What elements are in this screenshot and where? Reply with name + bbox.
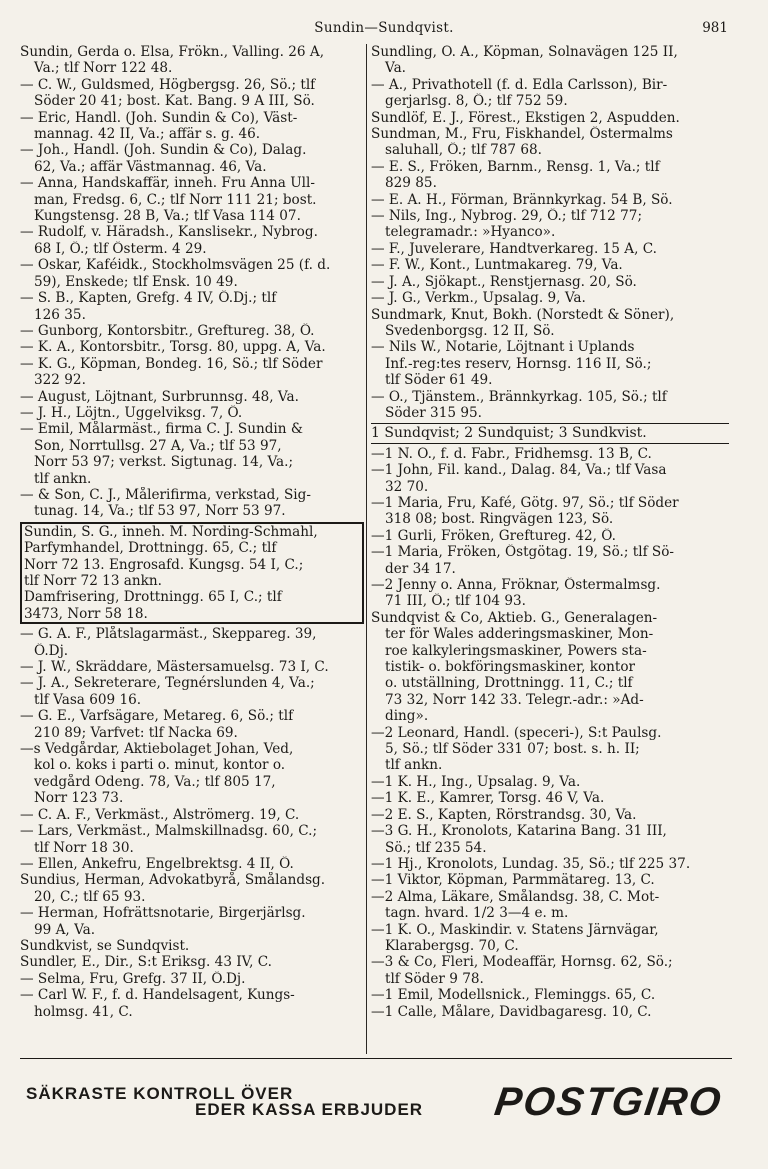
directory-line: mannag. 42 II, Va.; affär s. g. 46. [34, 126, 261, 143]
directory-line: tlf Norr 18 30. [34, 839, 134, 856]
directory-line: Parfymhandel, Drottningg. 65, C.; tlf [24, 540, 277, 557]
sundqvist-subheading: 1 Sundqvist; 2 Sundquist; 3 Sundkvist. [371, 423, 729, 443]
directory-line: — G. E., Varfsägare, Metareg. 6, Sö.; tlf [20, 708, 294, 725]
directory-line: 322 92. [34, 372, 86, 389]
directory-line: tagn. hvard. 1/2 3—4 e. m. [385, 905, 569, 922]
directory-line: Svedenborgsg. 12 II, Sö. [385, 322, 555, 339]
postgiro-advertisement [20, 1062, 732, 1122]
directory-line: telegramadr.: »Hyanco». [385, 224, 556, 241]
boxed-advertisement-entry [20, 522, 364, 624]
right-column [371, 44, 729, 1020]
directory-line: Sundius, Herman, Advokatbyrå, Smålandsg. [20, 872, 326, 889]
directory-line: —2 Jenny o. Anna, Fröknar, Östermalmsg. [371, 577, 661, 593]
directory-line: Sundler, E., Dir., S:t Eriksg. 43 IV, C. [20, 954, 272, 971]
directory-line: Norr 53 97; verkst. Sigtunag. 14, Va.; [34, 454, 294, 471]
directory-line: Klarabergsg. 70, C. [385, 937, 519, 954]
directory-line: 126 35. [34, 306, 86, 323]
directory-line: —1 Maria, Fröken, Östgötag. 19, Sö.; tlf Sö- [371, 544, 675, 561]
directory-line: tlf Vasa 609 16. [34, 691, 142, 708]
directory-line: Inf.-reg:tes reserv, Hornsg. 116 II, Sö.; [385, 355, 652, 372]
directory-line: tistik- o. bokföringsmaskiner, kontor [385, 659, 636, 676]
directory-line: 73 32, Norr 142 33. Telegr.-adr.: »Ad- [385, 691, 644, 708]
running-title: Sundin—Sundqvist. [314, 20, 454, 36]
directory-line: 20, C.; tlf 65 93. [34, 888, 146, 905]
directory-line: — J. A., Sekreterare, Tegnérslunden 4, Va.; [20, 675, 315, 692]
directory-line: Sundin, Gerda o. Elsa, Frökn., Valling. 26 A, [20, 44, 325, 60]
directory-line: 5, Sö.; tlf Söder 331 07; bost. s. h. II; [385, 741, 640, 758]
directory-line: der 34 17. [385, 560, 456, 577]
directory-line: — Eric, Handl. (Joh. Sundin & Co), Väst- [20, 109, 298, 126]
directory-line: Va. [385, 60, 406, 77]
directory-line: — Rudolf, v. Häradsh., Kanslisekr., Nybrog. [20, 224, 318, 241]
directory-line: 210 89; Varfvet: tlf Nacka 69. [34, 724, 238, 741]
directory-line: —s Vedgårdar, Aktiebolaget Johan, Ved, [20, 741, 294, 758]
directory-line: — Emil, Målarmäst., firma C. J. Sundin & [20, 421, 303, 438]
directory-line: 71 III, Ö.; tlf 104 93. [385, 593, 526, 610]
directory-line: — E. A. H., Förman, Brännkyrkag. 54 B, Sö. [371, 191, 673, 208]
directory-line: Son, Norrtullsg. 27 A, Va.; tlf 53 97, [34, 437, 282, 454]
directory-line: —1 Emil, Modellsnick., Fleminggs. 65, C. [371, 987, 656, 1004]
directory-line: — Nils W., Notarie, Löjtnant i Uplands [371, 339, 635, 356]
directory-line: — E. S., Fröken, Barnm., Rensg. 1, Va.; tlf [371, 158, 660, 175]
directory-line: Va.; tlf Norr 122 48. [34, 60, 173, 77]
right-entries [371, 44, 729, 421]
directory-line: kol o. koks i parti o. minut, kontor o. [34, 757, 286, 774]
directory-line: — J. W., Skräddare, Mästersamuelsg. 73 I, C. [20, 659, 329, 676]
directory-line: —1 Gurli, Fröken, Greftureg. 42, Ö. [371, 527, 616, 544]
directory-line: tlf ankn. [385, 757, 443, 774]
directory-line: —2 Alma, Läkare, Smålandsg. 38, C. Mot- [371, 888, 660, 905]
directory-line: — Anna, Handskaffär, inneh. Fru Anna Ull- [20, 175, 315, 192]
directory-line: tunag. 14, Va.; tlf 53 97, Norr 53 97. [34, 503, 286, 520]
directory-line: 99 A, Va. [34, 921, 96, 938]
ad-line-2: EDER KASSA ERBJUDER [195, 1100, 424, 1119]
directory-line: — Lars, Verkmäst., Malmskillnadsg. 60, C.; [20, 823, 318, 840]
directory-line: Sundkvist, se Sundqvist. [20, 937, 190, 954]
directory-line: Norr 123 73. [34, 790, 124, 807]
directory-line: Sö.; tlf 235 54. [385, 839, 487, 856]
postgiro-logo: POSTGIRO [491, 1080, 726, 1124]
directory-line: —1 John, Fil. kand., Dalag. 84, Va.; tlf Vasa [371, 462, 667, 479]
ad-line-1: SÄKRASTE KONTROLL ÖVER [26, 1084, 294, 1103]
directory-line: — J. G., Verkm., Upsalag. 9, Va. [371, 290, 586, 307]
directory-line: tlf ankn. [34, 470, 92, 487]
directory-line: 68 I, Ö.; tlf Österm. 4 29. [34, 240, 207, 257]
directory-line: 829 85. [385, 175, 437, 192]
right-entries-continued [371, 446, 729, 1020]
directory-line: — J. A., Sjökapt., Renstjernasg. 20, Sö. [371, 273, 637, 290]
page-number: 981 [702, 20, 728, 36]
directory-line: Sundlöf, E. J., Förest., Ekstigen 2, Aspudden. [371, 109, 680, 126]
directory-line: — C. W., Guldsmed, Högbergsg. 26, Sö.; tlf [20, 76, 316, 93]
directory-line: tlf Söder 9 78. [385, 970, 484, 987]
directory-line: — Herman, Hofrättsnotarie, Birgerjärlsg. [20, 905, 306, 922]
directory-line: vedgård Odeng. 78, Va.; tlf 805 17, [34, 773, 276, 790]
directory-line: Ö.Dj. [34, 642, 69, 659]
left-column [20, 44, 368, 1020]
directory-line: — S. B., Kapten, Grefg. 4 IV, Ö.Dj.; tlf [20, 290, 277, 307]
directory-line: ter för Wales adderingsmaskiner, Mon- [385, 626, 654, 643]
directory-line: holmsg. 41, C. [34, 1003, 133, 1020]
directory-line: — C. A. F., Verkmäst., Alströmerg. 19, C. [20, 806, 300, 823]
directory-line: —1 K. O., Maskindir. v. Statens Järnvägar, [371, 921, 659, 938]
directory-line: ding». [385, 708, 429, 725]
directory-line: tlf Söder 61 49. [385, 372, 493, 389]
directory-line: o. utställning, Drottningg. 11, C.; tlf [385, 675, 633, 692]
directory-line: roe kalkyleringsmaskiner, Powers sta- [385, 642, 647, 659]
directory-line: — Gunborg, Kontorsbitr., Greftureg. 38, Ö. [20, 322, 315, 339]
directory-line: —2 Leonard, Handl. (speceri-), S:t Paulsg. [371, 724, 662, 741]
directory-line: — Joh., Handl. (Joh. Sundin & Co), Dalag. [20, 142, 307, 159]
directory-line: 32 70. [385, 478, 429, 495]
left-entries-continued [20, 626, 368, 1020]
directory-line: Sundmark, Knut, Bokh. (Norstedt & Söner), [371, 306, 675, 323]
directory-line: Sundin, S. G., inneh. M. Nording-Schmahl, [24, 523, 318, 540]
directory-line: 59), Enskede; tlf Ensk. 10 49. [34, 273, 238, 290]
directory-line: — K. G., Köpman, Bondeg. 16, Sö.; tlf Söder [20, 355, 323, 372]
directory-line: —1 Viktor, Köpman, Parmmätareg. 13, C. [371, 872, 655, 889]
directory-line: 62, Va.; affär Västmannag. 46, Va. [34, 158, 267, 175]
directory-line: Sundling, O. A., Köpman, Solnavägen 125 II, [371, 44, 678, 60]
directory-line: — F. W., Kont., Luntmakareg. 79, Va. [371, 257, 623, 274]
directory-line: — Ellen, Ankefru, Engelbrektsg. 4 II, Ö. [20, 855, 294, 872]
directory-line: — & Son, C. J., Målerifirma, verkstad, Sig- [20, 486, 311, 503]
directory-line: 318 08; bost. Ringvägen 123, Sö. [385, 511, 614, 528]
directory-line: — Selma, Fru, Grefg. 37 II, Ö.Dj. [20, 970, 246, 987]
left-entries [20, 44, 368, 520]
directory-line: — Carl W. F., f. d. Handelsagent, Kungs- [20, 987, 295, 1004]
directory-line: — August, Löjtnant, Surbrunnsg. 48, Va. [20, 388, 299, 405]
directory-line: Norr 72 13. Engrosafd. Kungsg. 54 I, C.; [24, 556, 304, 573]
directory-line: man, Fredsg. 6, C.; tlf Norr 111 21; bost. [34, 191, 317, 208]
directory-line: Sundman, M., Fru, Fiskhandel, Östermalms [371, 126, 673, 143]
directory-line: —1 K. H., Ing., Upsalag. 9, Va. [371, 773, 581, 790]
directory-line: Kungstensg. 28 B, Va.; tlf Vasa 114 07. [34, 208, 301, 225]
directory-line: — O., Tjänstem., Brännkyrkag. 105, Sö.; tlf [371, 388, 667, 405]
directory-line: saluhall, Ö.; tlf 787 68. [385, 142, 542, 159]
directory-line: —1 N. O., f. d. Fabr., Fridhemsg. 13 B, C. [371, 445, 652, 462]
directory-line: Söder 315 95. [385, 404, 482, 421]
directory-line: —1 Hj., Kronolots, Lundag. 35, Sö.; tlf 225 37. [371, 855, 691, 872]
directory-line: gerjarlsg. 8, Ö.; tlf 752 59. [385, 93, 568, 110]
footer-rule [20, 1058, 732, 1059]
directory-line: Sundqvist & Co, Aktieb. G., Generalagen- [371, 609, 658, 626]
directory-line: Söder 20 41; bost. Kat. Bang. 9 A III, Sö. [34, 93, 315, 110]
directory-line: —1 K. E., Kamrer, Torsg. 46 V, Va. [371, 790, 605, 807]
directory-line: — F., Juvelerare, Handtverkareg. 15 A, C. [371, 240, 657, 257]
directory-line: — Nils, Ing., Nybrog. 29, Ö.; tlf 712 77; [371, 208, 643, 225]
directory-line: — G. A. F., Plåtslagarmäst., Skeppareg. 39, [20, 626, 317, 643]
directory-line: — A., Privathotell (f. d. Edla Carlsson), Bir- [371, 76, 668, 93]
directory-line: —3 & Co, Fleri, Modeaffär, Hornsg. 62, Sö.; [371, 954, 673, 971]
directory-line: —1 Calle, Målare, Davidbagaresg. 10, C. [371, 1003, 652, 1020]
directory-line: —1 Maria, Fru, Kafé, Götg. 97, Sö.; tlf Söder [371, 494, 679, 511]
directory-line: tlf Norr 72 13 ankn. [24, 573, 162, 589]
directory-line: —3 G. H., Kronolots, Katarina Bang. 31 III, [371, 823, 667, 840]
directory-line: — J. H., Löjtn., Uggelviksg. 7, Ö. [20, 404, 243, 421]
page-header [0, 20, 768, 40]
directory-line: — Oskar, Kaféidk., Stockholmsvägen 25 (f. d. [20, 257, 331, 274]
directory-line: —2 E. S., Kapten, Rörstrandsg. 30, Va. [371, 806, 637, 823]
directory-line: Damfrisering, Drottningg. 65 I, C.; tlf [24, 589, 282, 606]
directory-line: — K. A., Kontorsbitr., Torsg. 80, uppg. A, Va. [20, 339, 326, 356]
directory-line: 3473, Norr 58 18. [24, 605, 148, 622]
